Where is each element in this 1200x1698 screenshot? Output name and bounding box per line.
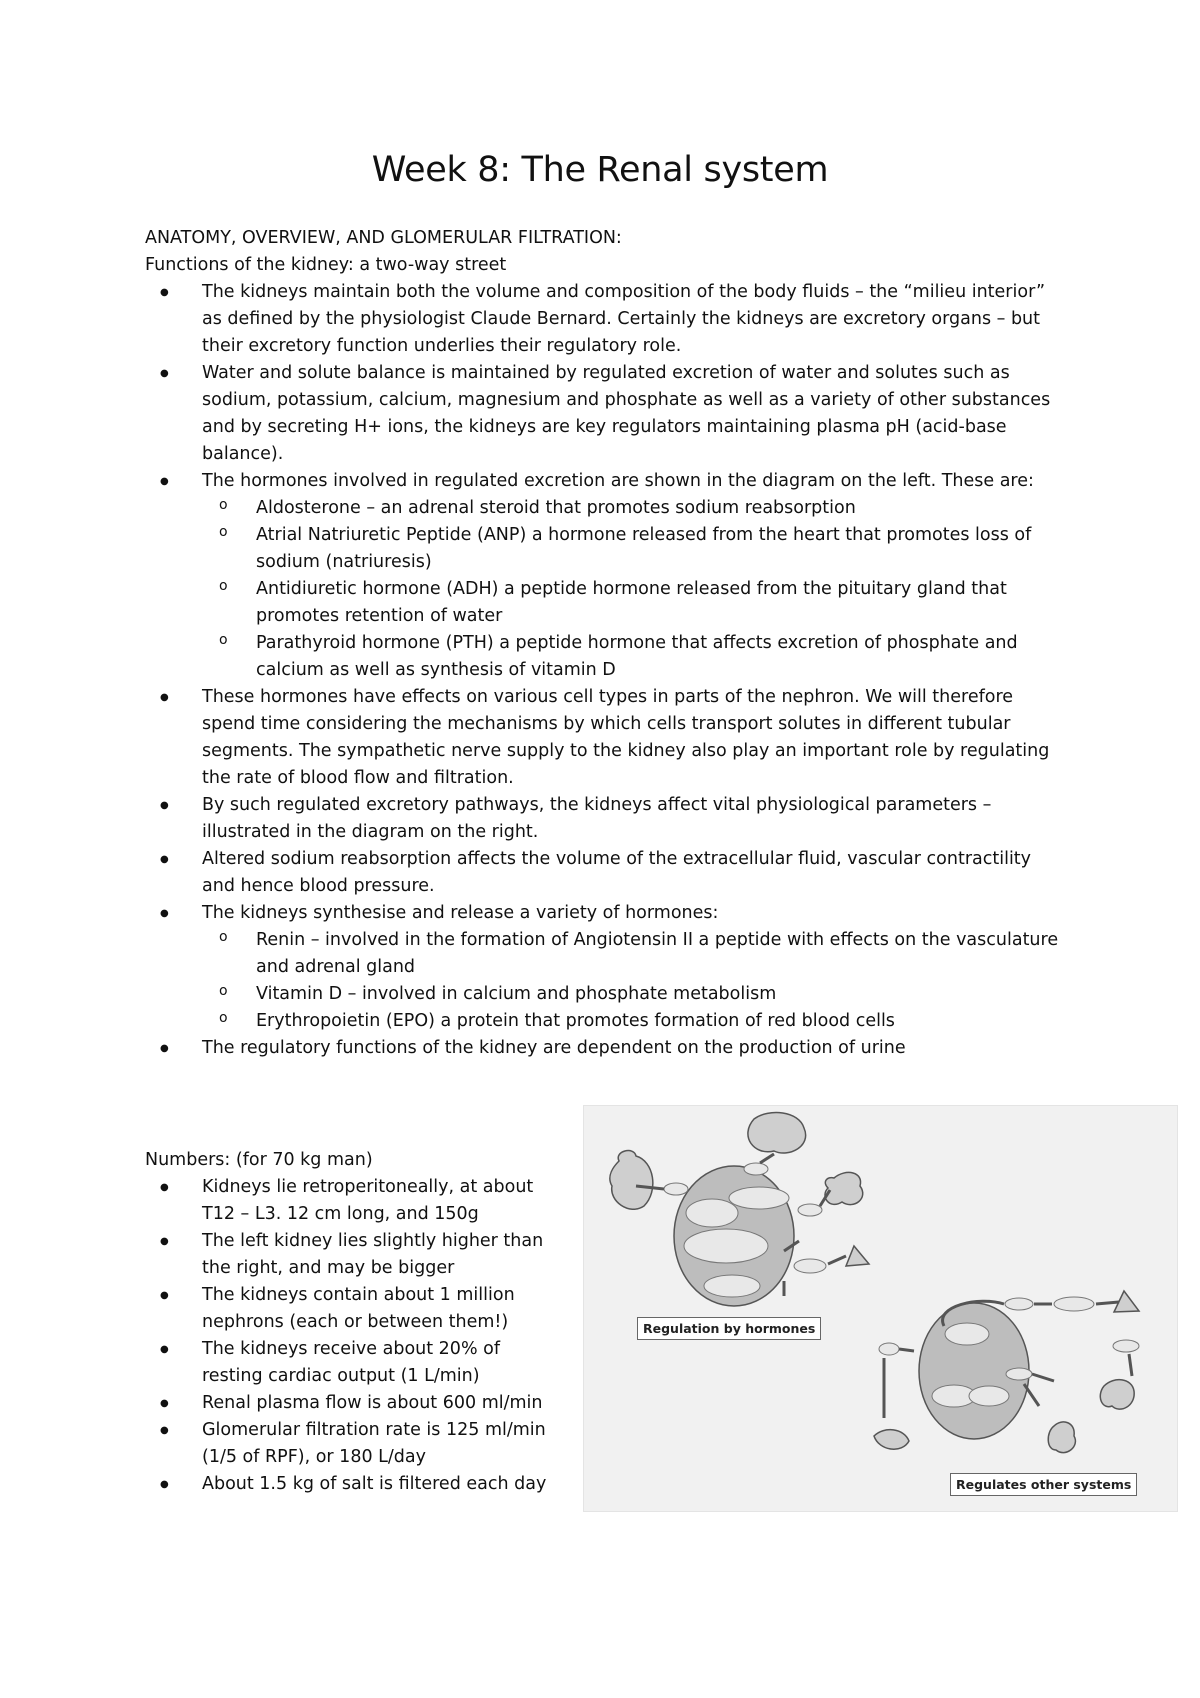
list-item xyxy=(145,900,1065,1035)
sub-list-item: o Antidiuretic hormone (ADH) a peptide hormone released from the pituitary gland that promotes retention of water xyxy=(202,576,1065,630)
hormones-sublist xyxy=(202,495,1065,684)
list-item: ● Glomerular filtration rate is 125 ml/min (1/5 of RPF), or 180 L/day xyxy=(145,1417,565,1471)
list-item: ● The kidneys maintain both the volume and composition of the body fluids – the “milieu interior” as defined by the physiologist Claude Bernard. Certainly the kidneys are excretory organs – but their excretory function underlies their regulatory role. xyxy=(145,279,1065,360)
list-item: ● The left kidney lies slightly higher than the right, and may be bigger xyxy=(145,1228,565,1282)
list-item-text: The kidneys synthesise and release a variety of hormones: xyxy=(202,903,719,923)
sub-list-item: o Erythropoietin (EPO) a protein that promotes formation of red blood cells xyxy=(202,1008,1065,1035)
list-item: ● Altered sodium reabsorption affects the volume of the extracellular fluid, vascular contractility and hence blood pressure. xyxy=(145,846,1065,900)
sub-list-item: o Parathyroid hormone (PTH) a peptide hormone that affects excretion of phosphate and calcium as well as synthesis of vitamin D xyxy=(202,630,1065,684)
section-heading: ANATOMY, OVERVIEW, AND GLOMERULAR FILTRATION: xyxy=(145,228,622,248)
list-item: ● The kidneys contain about 1 million nephrons (each or between them!) xyxy=(145,1282,565,1336)
list-item: ● These hormones have effects on various cell types in parts of the nephron. We will therefore spend time considering the mechanisms by which cells transport solutes in different tubular segments. The sympathetic nerve supply to the kidney also play an important role by regulating the rate of blood flow and filtration. xyxy=(145,684,1065,792)
list-item: ● Water and solute balance is maintained by regulated excretion of water and solutes such as sodium, potassium, calcium, magnesium and phosphate as well as a variety of other substances and by secreting H+ ions, the kidneys are key regulators maintaining plasma pH (acid-base balance). xyxy=(145,360,1065,468)
functions-list xyxy=(145,279,1065,1062)
sub-list-item: o Atrial Natriuretic Peptide (ANP) a hormone released from the heart that promotes loss of sodium (natriuresis) xyxy=(202,522,1065,576)
list-item: ● Kidneys lie retroperitoneally, at about T12 – L3. 12 cm long, and 150g xyxy=(145,1174,565,1228)
sub-heading: Functions of the kidney: a two-way street xyxy=(145,255,507,275)
list-item: ● Renal plasma flow is about 600 ml/min xyxy=(145,1390,565,1417)
page-title: Week 8: The Renal system xyxy=(371,150,829,190)
sub-list-item: o Renin – involved in the formation of Angiotensin II a peptide with effects on the vasculature and adrenal gland xyxy=(202,927,1065,981)
list-item: ● By such regulated excretory pathways, the kidneys affect vital physiological parameters – illustrated in the diagram on the right. xyxy=(145,792,1065,846)
list-item xyxy=(145,468,1065,684)
numbers-heading: Numbers: (for 70 kg man) xyxy=(145,1150,373,1170)
kidney-hormones-sublist xyxy=(202,927,1065,1035)
sub-list-item: o Aldosterone – an adrenal steroid that promotes sodium reabsorption xyxy=(202,495,1065,522)
kidney-regulation-figure xyxy=(583,1105,1178,1512)
regulates-other-systems-label: Regulates other systems xyxy=(950,1473,1137,1496)
list-item: ● About 1.5 kg of salt is filtered each day xyxy=(145,1471,565,1498)
numbers-list xyxy=(145,1174,565,1498)
list-item: ● The kidneys receive about 20% of resting cardiac output (1 L/min) xyxy=(145,1336,565,1390)
sub-list-item: o Vitamin D – involved in calcium and phosphate metabolism xyxy=(202,981,1065,1008)
regulation-by-hormones-label: Regulation by hormones xyxy=(637,1317,821,1340)
list-item: ● The regulatory functions of the kidney are dependent on the production of urine xyxy=(145,1035,1065,1062)
list-item-text: The hormones involved in regulated excretion are shown in the diagram on the left. These are: xyxy=(202,471,1034,491)
kidney-regulation-illustration xyxy=(584,1106,1177,1511)
